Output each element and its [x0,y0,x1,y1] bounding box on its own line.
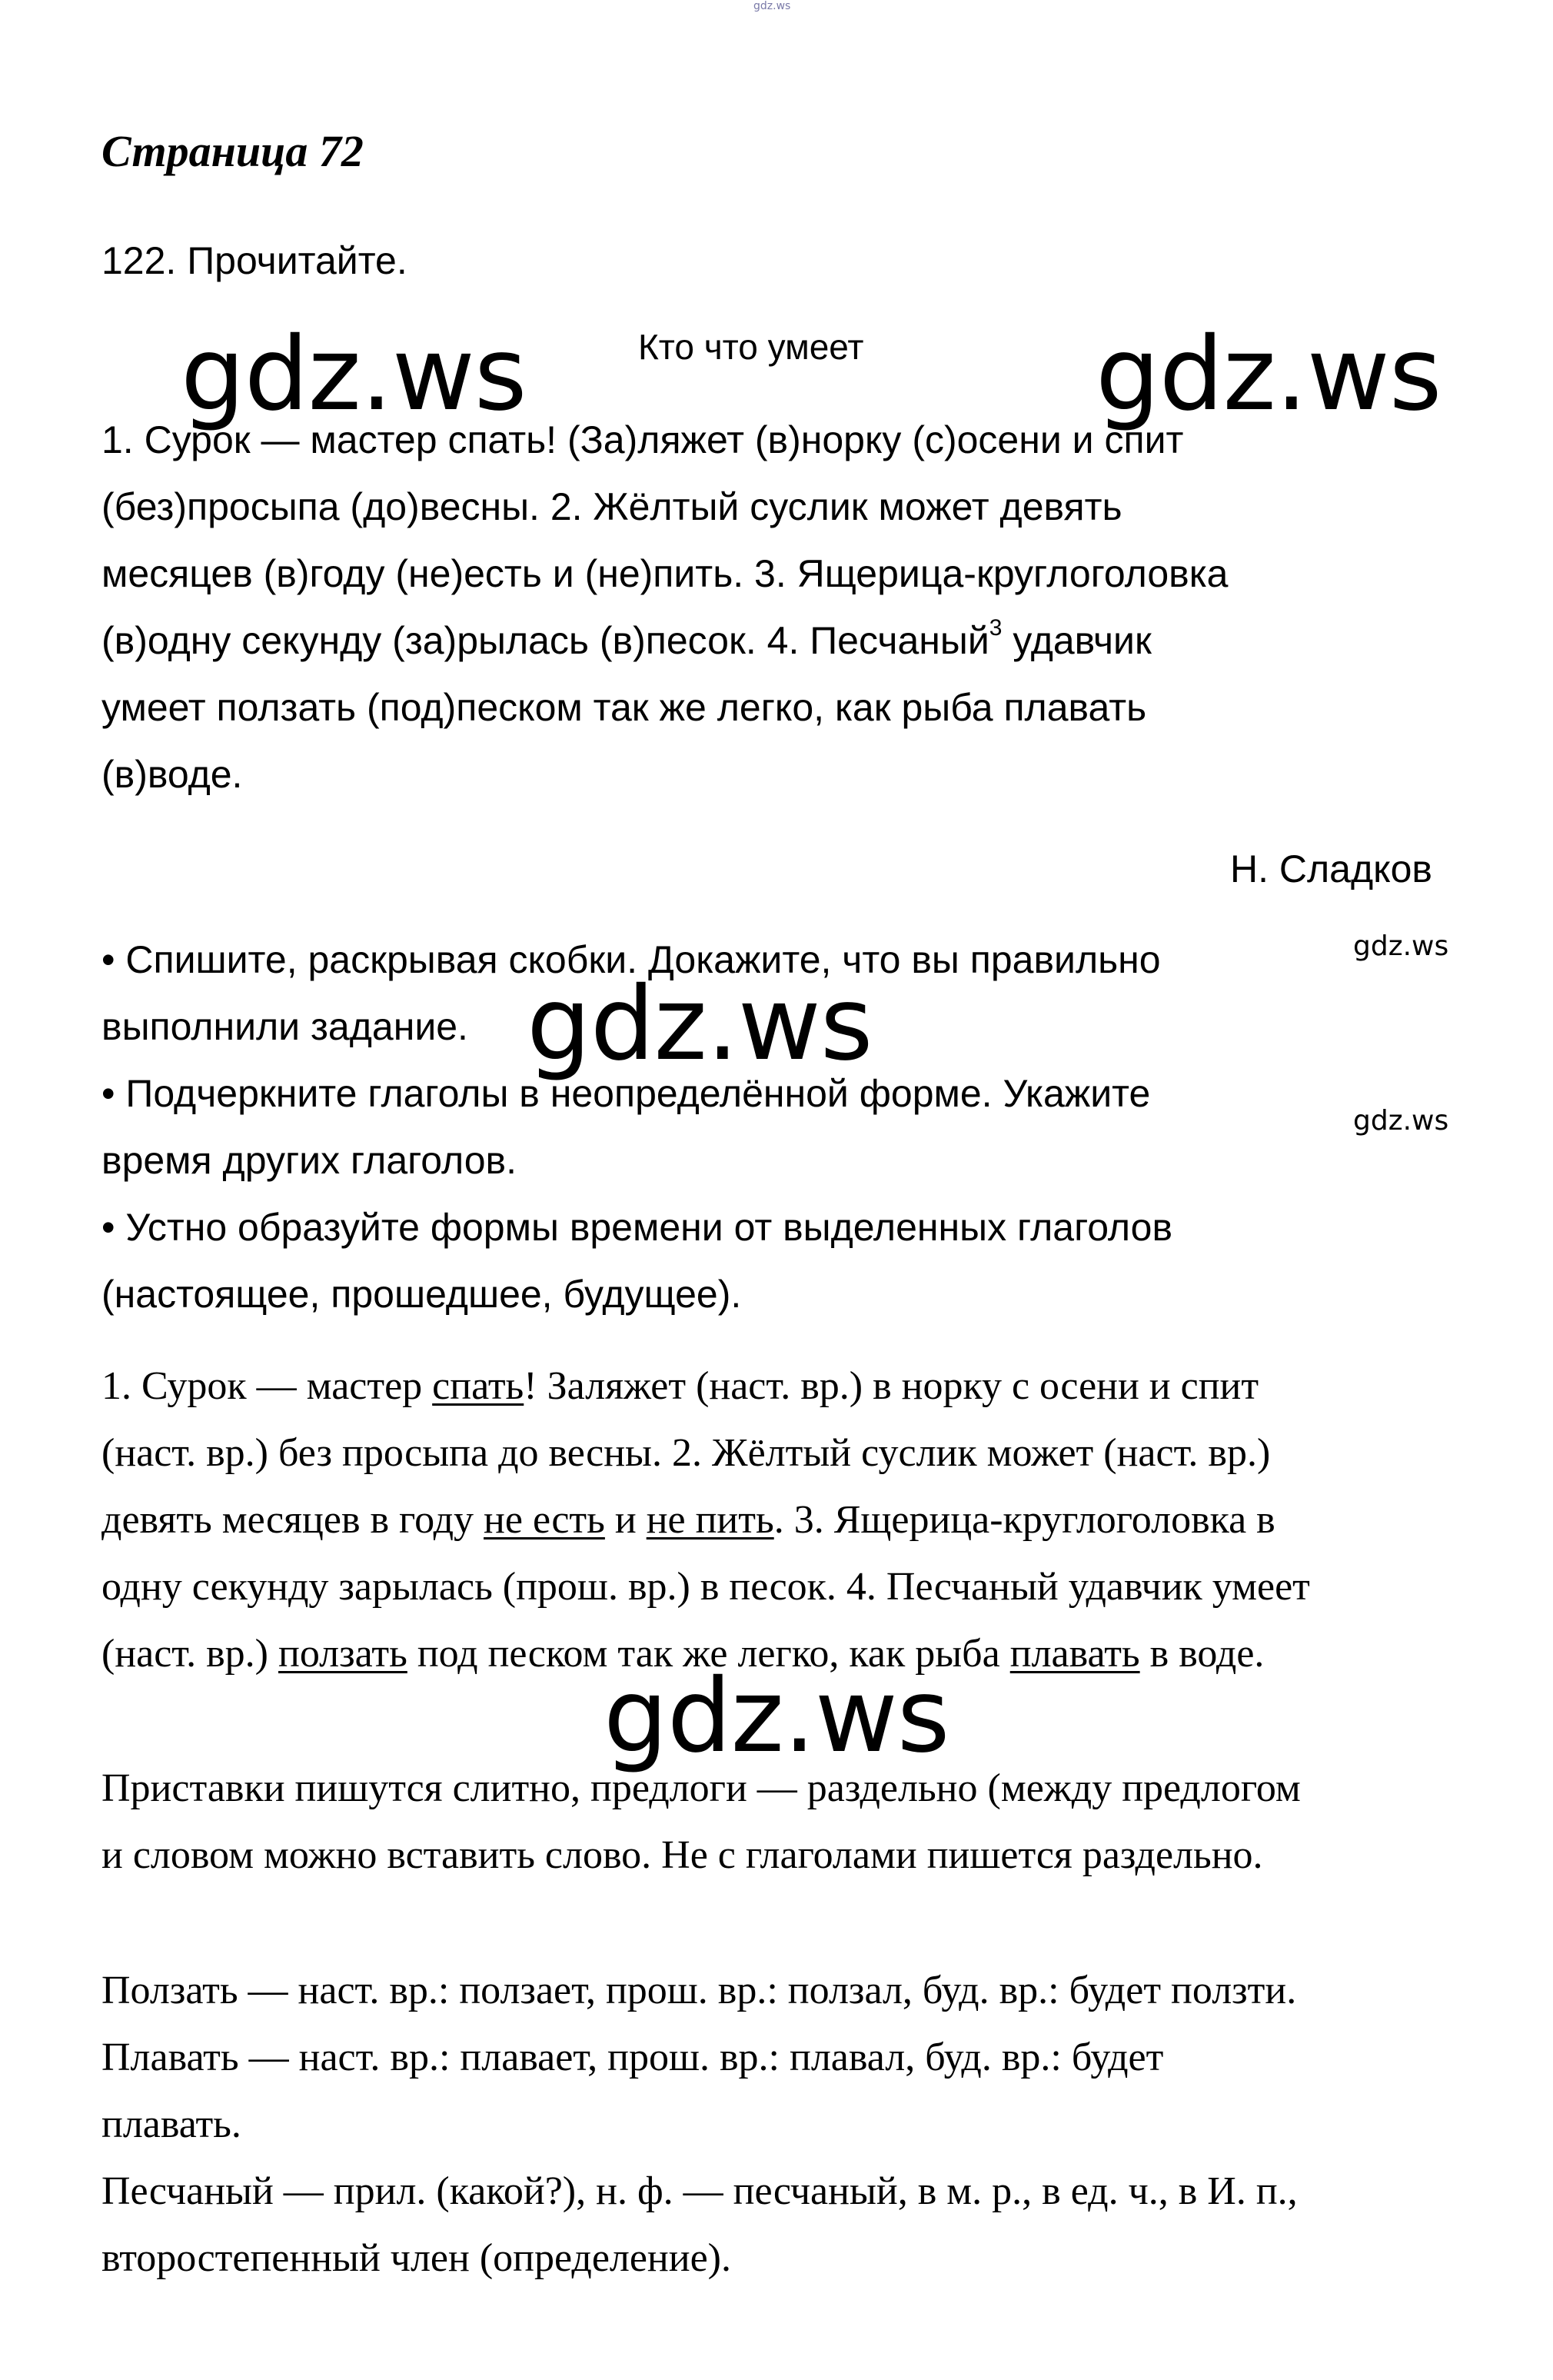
forms-line-5: второстепенный член (определение). [101,2236,731,2280]
text-line-2: (без)просыпа (до)весны. 2. Жёлтый суслик может девять [101,485,1122,528]
watermark-3: gdz.ws [527,965,873,1083]
answer-text: в воде. [1139,1632,1265,1676]
story-title: Кто что умеет [638,327,864,367]
answer-text: и [604,1498,647,1542]
task-line-5: • Устно образуйте формы времени от выделенных глаголов [101,1206,1173,1249]
task-line-6: (настоящее, прошедшее, будущее). [101,1273,742,1316]
answer-line-1 [101,1363,1259,1409]
text-line-4 [101,615,1152,663]
watermark-1: gdz.ws [181,315,527,434]
answer-text: 1. Сурок — мастер [101,1364,433,1408]
rule-line-2: и словом можно вставить слово. Не с глаголами пишется раздельно. [101,1833,1263,1877]
task-line-3: • Подчеркните глаголы в неопределённой форме. Укажите [101,1072,1151,1115]
text-line-1: 1. Сурок — мастер спать! (За)ляжет (в)норку (с)осени и спит [101,418,1184,461]
footnote-mark: 3 [989,615,1003,641]
exercise-number: 122. Прочитайте. [101,239,407,282]
answer-line-2: (наст. вр.) без просыпа до весны. 2. Жёлтый суслик может (наст. вр.) [101,1431,1271,1475]
page-title: Страница 72 [101,126,364,176]
forms-line-2: Плавать — наст. вр.: плавает, прош. вр.: плавал, буд. вр.: будет [101,2035,1164,2079]
watermark-4: gdz.ws [604,1657,949,1776]
underlined-verb: спать [432,1364,524,1408]
underlined-verb: не есть [484,1498,605,1542]
watermark-2: gdz.ws [1096,315,1442,434]
answer-line-3 [101,1497,1275,1543]
text-line-3: месяцев (в)году (не)есть и (не)пить. 3. Ящерица-круглоголовка [101,552,1229,595]
text-line-4-main: (в)одну секунду (за)рылась (в)песок. 4. Песчаный [101,619,989,662]
answer-text: (наст. вр.) [101,1632,278,1676]
watermark-small-1: gdz.ws [1353,930,1449,962]
answer-line-4: одну секунду зарылась (прош. вр.) в песок. 4. Песчаный удавчик умеет [101,1565,1310,1609]
text-line-6: (в)воде. [101,753,243,796]
task-line-4: время других глаголов. [101,1139,517,1182]
answer-text: ! Заляжет (наст. вр.) в норку с осени и спит [524,1364,1259,1408]
forms-line-3: плавать. [101,2102,241,2146]
answer-text: . 3. Ящерица-круглоголовка в [773,1498,1275,1542]
answer-text: под песком так же легко, как рыба [407,1632,1010,1676]
underlined-verb: ползать [278,1632,407,1676]
task-line-1: • Спишите, раскрывая скобки. Докажите, что вы правильно [101,938,1161,981]
site-mark: gdz.ws [753,0,791,12]
answer-text: девять месяцев в году [101,1498,484,1542]
text-line-4-tail: удавчик [1013,619,1152,662]
text-line-5: умеет ползать (под)песком так же легко, как рыба плавать [101,686,1147,729]
rule-line-1: Приставки пишутся слитно, предлоги — раздельно (между предлогом [101,1766,1301,1810]
forms-line-1: Ползать — наст. вр.: ползает, прош. вр.: ползал, буд. вр.: будет ползти. [101,1969,1297,2012]
forms-line-4: Песчаный — прил. (какой?), н. ф. — песчаный, в м. р., в ед. ч., в И. п., [101,2169,1298,2213]
author: Н. Сладков [1230,847,1432,890]
underlined-verb: не пить [646,1498,774,1542]
underlined-verb: плавать [1009,1632,1140,1676]
watermark-small-2: gdz.ws [1353,1105,1449,1137]
task-line-2: выполнили задание. [101,1005,468,1048]
